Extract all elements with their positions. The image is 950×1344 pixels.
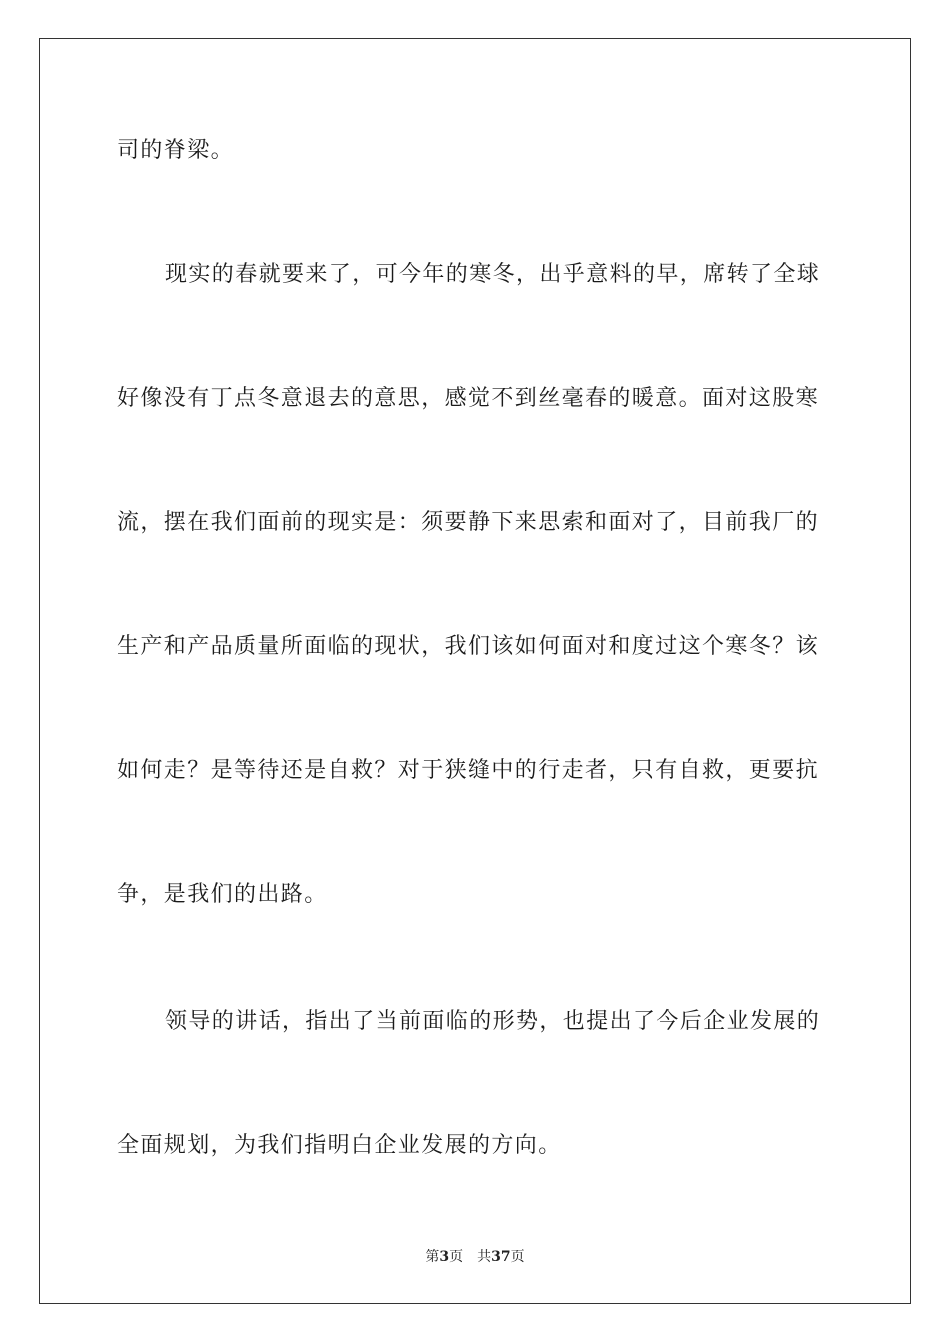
- page-prefix: 第: [425, 1249, 440, 1265]
- page-footer: [0, 1248, 950, 1266]
- paragraph-1-line-3: 流，摆在我们面前的现实是：须要静下来思索和面对了，目前我厂的: [117, 510, 820, 535]
- paragraph-1-line-5: 如何走？是等待还是自救？对于狭缝中的行走者，只有自救，更要抗: [117, 758, 820, 783]
- paragraph-1-line-2: 好像没有丁点冬意退去的意思，感觉不到丝毫春的暖意。面对这股寒: [117, 386, 820, 411]
- paragraph-1-line-1: 现实的春就要来了，可今年的寒冬，出乎意料的早，席转了全球: [165, 262, 821, 287]
- text-line-1: 司的脊梁。: [117, 138, 235, 163]
- paragraph-2-line-2: 全面规划，为我们指明白企业发展的方向。: [117, 1133, 562, 1158]
- paragraph-1-line-6: 争，是我们的出路。: [117, 882, 328, 907]
- paragraph-1-line-4: 生产和产品质量所面临的现状，我们该如何面对和度过这个寒冬？该: [117, 634, 820, 659]
- paragraph-2-line-1: 领导的讲话，指出了当前面临的形势，也提出了今后企业发展的: [165, 1009, 821, 1034]
- total-pages: 37: [491, 1249, 511, 1265]
- total-prefix: 共: [477, 1249, 492, 1265]
- total-suffix: 页: [510, 1249, 525, 1265]
- page-suffix: 页: [449, 1249, 464, 1265]
- page-number: 3: [439, 1249, 450, 1265]
- page-border: [39, 38, 911, 1304]
